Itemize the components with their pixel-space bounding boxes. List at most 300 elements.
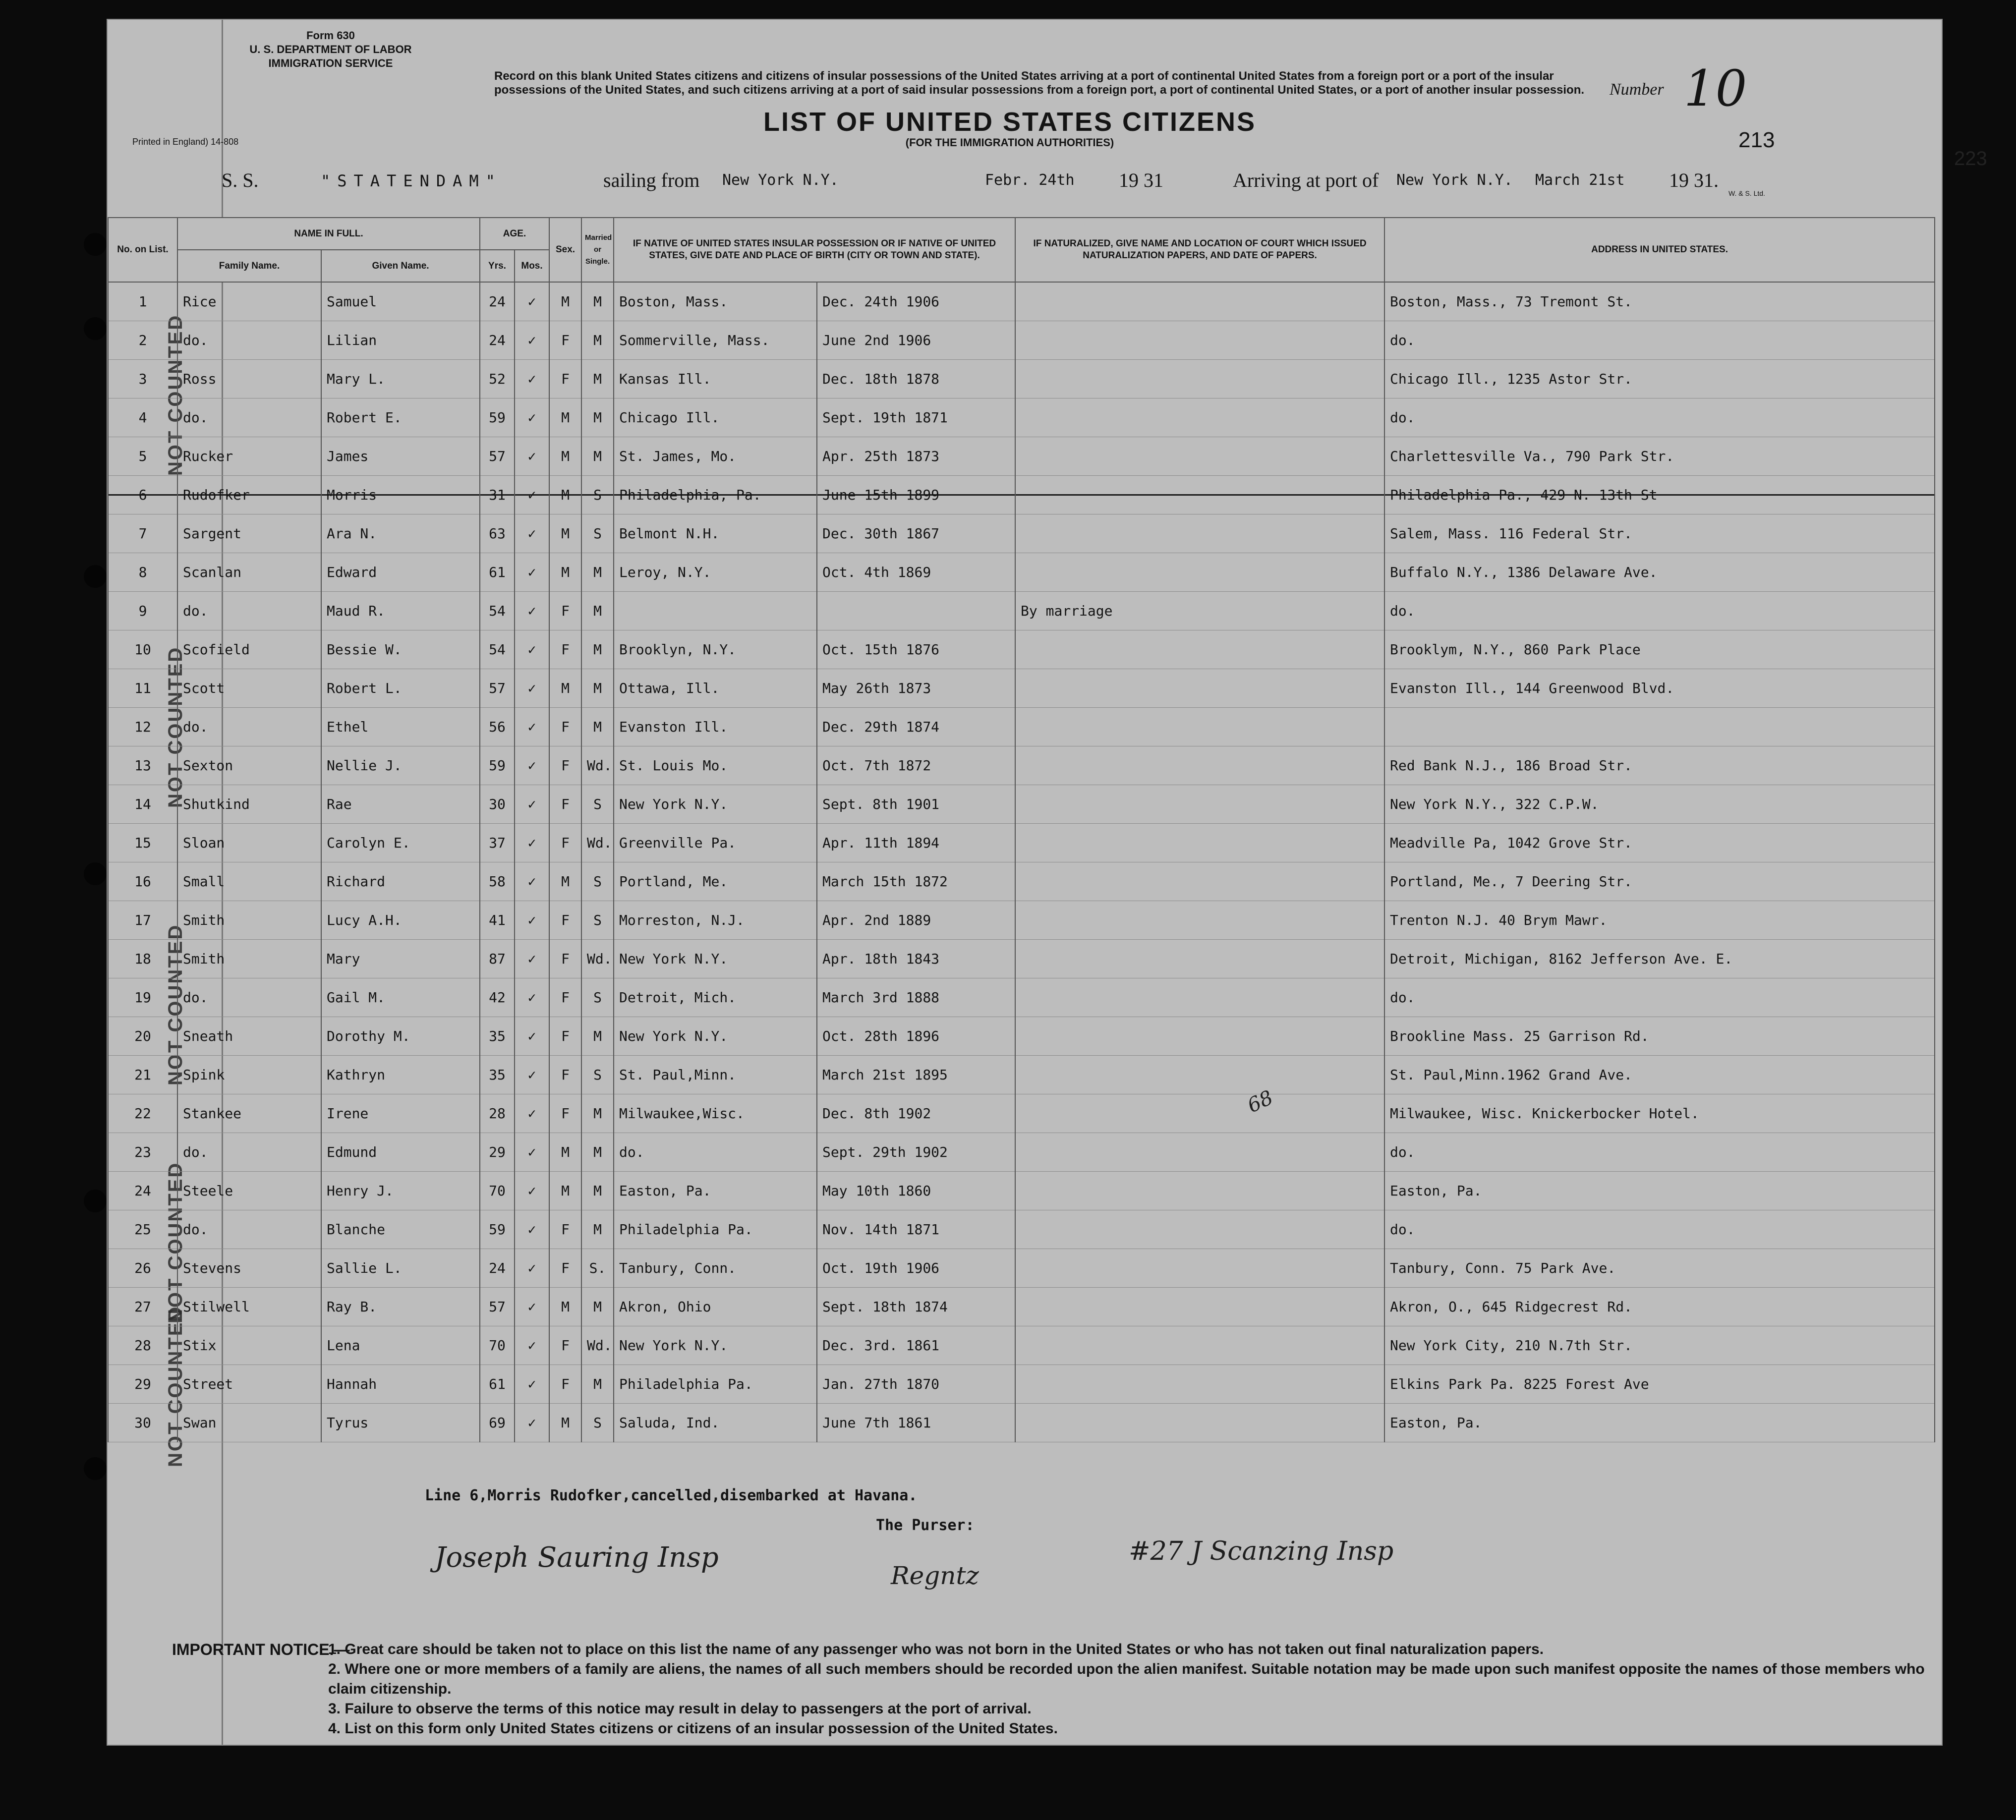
row-number: 29	[108, 1365, 177, 1404]
marital-status: Wd.	[581, 1326, 614, 1365]
age-years: 31	[480, 476, 515, 514]
given-name: Dorothy M.	[321, 1017, 480, 1056]
header-yrs: Yrs.	[480, 250, 515, 282]
given-name: Henry J.	[321, 1172, 480, 1210]
family-name: Sexton	[177, 746, 321, 785]
age-years: 41	[480, 901, 515, 940]
family-name: Scofield	[177, 630, 321, 669]
passenger-row	[108, 437, 1935, 476]
check-mark: ✓	[515, 1172, 549, 1210]
birth-date: Oct. 7th 1872	[817, 746, 1015, 785]
passenger-row	[108, 1249, 1935, 1288]
naturalization: By marriage	[1015, 592, 1384, 630]
given-name: Mary	[321, 940, 480, 978]
check-mark: ✓	[515, 437, 549, 476]
given-name: Nellie J.	[321, 746, 480, 785]
check-mark: ✓	[515, 940, 549, 978]
check-mark: ✓	[515, 514, 549, 553]
naturalization	[1015, 940, 1384, 978]
given-name: Edward	[321, 553, 480, 592]
naturalization	[1015, 1056, 1384, 1094]
passenger-row	[108, 282, 1935, 321]
age-years: 28	[480, 1094, 515, 1133]
address: Boston, Mass., 73 Tremont St.	[1384, 282, 1935, 321]
birth-date: Dec. 18th 1878	[817, 360, 1015, 398]
check-mark: ✓	[515, 1365, 549, 1404]
birth-place: Saluda, Ind.	[614, 1404, 817, 1442]
sex: M	[549, 553, 581, 592]
family-name: do.	[177, 978, 321, 1017]
naturalization	[1015, 1326, 1384, 1365]
family-name: Scott	[177, 669, 321, 708]
check-mark: ✓	[515, 862, 549, 901]
naturalization	[1015, 785, 1384, 824]
passenger-row	[108, 1326, 1935, 1365]
birth-date: March 15th 1872	[817, 862, 1015, 901]
family-name: Rucker	[177, 437, 321, 476]
address: Milwaukee, Wisc. Knickerbocker Hotel.	[1384, 1094, 1935, 1133]
header-sex: Sex.	[549, 218, 581, 282]
birth-date: Oct. 28th 1896	[817, 1017, 1015, 1056]
marital-status: Wd.	[581, 824, 614, 862]
marital-status: M	[581, 708, 614, 746]
birth-date: Sept. 8th 1901	[817, 785, 1015, 824]
given-name: Robert L.	[321, 669, 480, 708]
binder-hole	[84, 317, 107, 340]
family-name: Sargent	[177, 514, 321, 553]
header-no: No. on List.	[108, 218, 177, 282]
given-name: Gail M.	[321, 978, 480, 1017]
passenger-row	[108, 1133, 1935, 1172]
naturalization	[1015, 1249, 1384, 1288]
age-years: 24	[480, 321, 515, 360]
given-name: Edmund	[321, 1133, 480, 1172]
birth-date: Dec. 8th 1902	[817, 1094, 1015, 1133]
sex: F	[549, 978, 581, 1017]
sex: F	[549, 1249, 581, 1288]
marital-status: S	[581, 476, 614, 514]
row-number: 6	[108, 476, 177, 514]
marital-status: M	[581, 398, 614, 437]
check-mark: ✓	[515, 708, 549, 746]
check-mark: ✓	[515, 785, 549, 824]
naturalization	[1015, 514, 1384, 553]
arriving-label: Arriving at port of	[1233, 169, 1379, 191]
naturalization	[1015, 708, 1384, 746]
marital-status: M	[581, 669, 614, 708]
address: Akron, O., 645 Ridgecrest Rd.	[1384, 1288, 1935, 1326]
row-number: 17	[108, 901, 177, 940]
birth-place: Sommerville, Mass.	[614, 321, 817, 360]
marital-status: S	[581, 862, 614, 901]
naturalization	[1015, 476, 1384, 514]
printer-mark: W. & S. Ltd.	[1728, 189, 1765, 197]
age-years: 59	[480, 398, 515, 437]
ss-label: S. S.	[222, 169, 259, 191]
family-name: Stilwell	[177, 1288, 321, 1326]
given-name: Morris	[321, 476, 480, 514]
sex: F	[549, 1210, 581, 1249]
row-number: 13	[108, 746, 177, 785]
naturalization	[1015, 1288, 1384, 1326]
naturalization	[1015, 360, 1384, 398]
check-mark: ✓	[515, 476, 549, 514]
sex: F	[549, 592, 581, 630]
row-number: 26	[108, 1249, 177, 1288]
check-mark: ✓	[515, 360, 549, 398]
row-number: 1	[108, 282, 177, 321]
header-address: ADDRESS IN UNITED STATES.	[1384, 218, 1935, 282]
given-name: Richard	[321, 862, 480, 901]
passenger-row	[108, 824, 1935, 862]
given-name: Ray B.	[321, 1288, 480, 1326]
naturalization	[1015, 1365, 1384, 1404]
row-number: 30	[108, 1404, 177, 1442]
family-name: do.	[177, 321, 321, 360]
birth-date	[817, 592, 1015, 630]
marital-status: Wd.	[581, 746, 614, 785]
marital-status: M	[581, 321, 614, 360]
number-label: Number	[1610, 80, 1664, 99]
age-years: 52	[480, 360, 515, 398]
birth-place: Philadelphia, Pa.	[614, 476, 817, 514]
address: Easton, Pa.	[1384, 1404, 1935, 1442]
address: New York N.Y., 322 C.P.W.	[1384, 785, 1935, 824]
birth-place: Akron, Ohio	[614, 1288, 817, 1326]
address: Tanbury, Conn. 75 Park Ave.	[1384, 1249, 1935, 1288]
birth-date: Dec. 24th 1906	[817, 282, 1015, 321]
family-name: Spink	[177, 1056, 321, 1094]
naturalization	[1015, 437, 1384, 476]
passenger-row	[108, 669, 1935, 708]
manifest-sheet	[107, 19, 1987, 1746]
age-years: 57	[480, 669, 515, 708]
marital-status: Wd.	[581, 940, 614, 978]
check-mark: ✓	[515, 1249, 549, 1288]
marital-status: M	[581, 1288, 614, 1326]
address: do.	[1384, 398, 1935, 437]
birth-date: March 21st 1895	[817, 1056, 1015, 1094]
birth-date: Apr. 11th 1894	[817, 824, 1015, 862]
birth-place: Ottawa, Ill.	[614, 669, 817, 708]
sex: M	[549, 669, 581, 708]
birth-place: New York N.Y.	[614, 940, 817, 978]
sex: F	[549, 901, 581, 940]
passenger-row	[108, 785, 1935, 824]
sex: F	[549, 321, 581, 360]
check-mark: ✓	[515, 978, 549, 1017]
given-name: Rae	[321, 785, 480, 824]
given-name: Carolyn E.	[321, 824, 480, 862]
row-number: 11	[108, 669, 177, 708]
birth-date: Jan. 27th 1870	[817, 1365, 1015, 1404]
given-name: Blanche	[321, 1210, 480, 1249]
passenger-row	[108, 862, 1935, 901]
row-number: 5	[108, 437, 177, 476]
row-number: 19	[108, 978, 177, 1017]
family-name: Stankee	[177, 1094, 321, 1133]
address: Buffalo N.Y., 1386 Delaware Ave.	[1384, 553, 1935, 592]
age-years: 24	[480, 282, 515, 321]
sex: M	[549, 1404, 581, 1442]
passenger-row	[108, 940, 1935, 978]
birth-place: St. Paul,Minn.	[614, 1056, 817, 1094]
given-name: Hannah	[321, 1365, 480, 1404]
marital-status: S	[581, 901, 614, 940]
age-years: 57	[480, 437, 515, 476]
notice-item: 2. Where one or more members of a family are aliens, the names of all such members should be recorded upon the alien manifest. Suitable notation may be made upon such manifest opposite the names of those members who claim citizenship.	[328, 1661, 1925, 1697]
row-number: 20	[108, 1017, 177, 1056]
page-title: LIST OF UNITED STATES CITIZENS	[763, 107, 1256, 137]
binder-hole	[84, 1190, 107, 1212]
ship-name: "STATENDAM"	[321, 171, 502, 190]
check-mark: ✓	[515, 282, 549, 321]
sail-year: 19 31	[1119, 169, 1163, 191]
birth-place: Leroy, N.Y.	[614, 553, 817, 592]
sex: M	[549, 398, 581, 437]
passenger-row	[108, 978, 1935, 1017]
row-number: 22	[108, 1094, 177, 1133]
naturalization	[1015, 321, 1384, 360]
given-name: Kathryn	[321, 1056, 480, 1094]
given-name: Bessie W.	[321, 630, 480, 669]
check-mark: ✓	[515, 630, 549, 669]
header-naturalized: IF NATURALIZED, GIVE NAME AND LOCATION OF COURT WHICH ISSUED NATURALIZATION PAPERS, AND DATE OF PAPERS.	[1015, 218, 1384, 282]
naturalization	[1015, 1133, 1384, 1172]
marital-status: S.	[581, 1249, 614, 1288]
row-number: 9	[108, 592, 177, 630]
sex: M	[549, 282, 581, 321]
address: Portland, Me., 7 Deering Str.	[1384, 862, 1935, 901]
notice-item: 3. Failure to observe the terms of this notice may result in delay to passengers at the port of arrival.	[328, 1701, 1032, 1717]
birth-place: New York N.Y.	[614, 1017, 817, 1056]
birth-date: Dec. 29th 1874	[817, 708, 1015, 746]
purser-signature: Regntz	[891, 1561, 979, 1590]
naturalization	[1015, 398, 1384, 437]
address: Red Bank N.J., 186 Broad Str.	[1384, 746, 1935, 785]
naturalization	[1015, 746, 1384, 785]
passenger-row	[108, 1094, 1935, 1133]
birth-place: Evanston Ill.	[614, 708, 817, 746]
address: Brookline Mass. 25 Garrison Rd.	[1384, 1017, 1935, 1056]
header-age: AGE.	[480, 218, 549, 250]
binder-hole	[84, 565, 107, 588]
marital-status: M	[581, 1210, 614, 1249]
birth-place	[614, 592, 817, 630]
age-years: 70	[480, 1326, 515, 1365]
family-name: Stevens	[177, 1249, 321, 1288]
given-name: Mary L.	[321, 360, 480, 398]
birth-place: Portland, Me.	[614, 862, 817, 901]
birth-date: June 7th 1861	[817, 1404, 1015, 1442]
notice-heading: IMPORTANT NOTICE.—	[172, 1641, 350, 1658]
marital-status: S	[581, 1056, 614, 1094]
check-mark: ✓	[515, 1288, 549, 1326]
address: Brooklym, N.Y., 860 Park Place	[1384, 630, 1935, 669]
row-number: 4	[108, 398, 177, 437]
birth-place: St. Louis Mo.	[614, 746, 817, 785]
passenger-row	[108, 398, 1935, 437]
passenger-row	[108, 1172, 1935, 1210]
birth-place: Morreston, N.J.	[614, 901, 817, 940]
naturalization	[1015, 862, 1384, 901]
sex: F	[549, 746, 581, 785]
family-name: do.	[177, 708, 321, 746]
birth-place: do.	[614, 1133, 817, 1172]
binder-hole	[84, 1457, 107, 1480]
notice-item: 4. List on this form only United States citizens or citizens of an insular possession of the United States.	[328, 1720, 1058, 1737]
sex: F	[549, 1326, 581, 1365]
address: do.	[1384, 978, 1935, 1017]
not-counted-stamp: NOT COUNTED	[165, 923, 186, 1085]
age-years: 37	[480, 824, 515, 862]
check-mark: ✓	[515, 1017, 549, 1056]
given-name: Robert E.	[321, 398, 480, 437]
given-name: Sallie L.	[321, 1249, 480, 1288]
check-mark: ✓	[515, 1056, 549, 1094]
given-name: Ethel	[321, 708, 480, 746]
corner-number: 223	[1954, 148, 1987, 170]
given-name: Ara N.	[321, 514, 480, 553]
birth-date: Oct. 19th 1906	[817, 1249, 1015, 1288]
birth-date: March 3rd 1888	[817, 978, 1015, 1017]
check-mark: ✓	[515, 1210, 549, 1249]
sex: M	[549, 514, 581, 553]
birth-place: Boston, Mass.	[614, 282, 817, 321]
naturalization	[1015, 1404, 1384, 1442]
passenger-row	[108, 514, 1935, 553]
passenger-row	[108, 1017, 1935, 1056]
age-years: 61	[480, 553, 515, 592]
passenger-rows	[108, 282, 1935, 1442]
family-name: Scanlan	[177, 553, 321, 592]
second-signature: #27 J Scanzing Insp	[1129, 1536, 1394, 1566]
marital-status: S	[581, 785, 614, 824]
row-number: 18	[108, 940, 177, 978]
family-name: do.	[177, 1210, 321, 1249]
birth-date: June 2nd 1906	[817, 321, 1015, 360]
check-mark: ✓	[515, 553, 549, 592]
sex: M	[549, 862, 581, 901]
family-name: Street	[177, 1365, 321, 1404]
family-name: Ross	[177, 360, 321, 398]
binder-hole	[84, 233, 107, 256]
marital-status: S	[581, 978, 614, 1017]
given-name: Samuel	[321, 282, 480, 321]
age-years: 70	[480, 1172, 515, 1210]
age-years: 63	[480, 514, 515, 553]
family-name: Steele	[177, 1172, 321, 1210]
sex: F	[549, 785, 581, 824]
notice-item: 1. Great care should be taken not to place on this list the name of any passenger who was not born in the United States or who has not taken out final naturalization papers.	[328, 1641, 1544, 1657]
address: Trenton N.J. 40 Brym Mawr.	[1384, 901, 1935, 940]
sex: M	[549, 1133, 581, 1172]
naturalization	[1015, 669, 1384, 708]
row-number: 16	[108, 862, 177, 901]
cancel-note: Line 6,Morris Rudofker,cancelled,disembarked at Havana.	[425, 1487, 918, 1504]
sex: F	[549, 630, 581, 669]
address	[1384, 708, 1935, 746]
given-name: Lilian	[321, 321, 480, 360]
birth-place: Tanbury, Conn.	[614, 1249, 817, 1288]
row-number: 28	[108, 1326, 177, 1365]
check-mark: ✓	[515, 1094, 549, 1133]
sex: F	[549, 708, 581, 746]
row-number: 8	[108, 553, 177, 592]
birth-date: Apr. 18th 1843	[817, 940, 1015, 978]
given-name: Lena	[321, 1326, 480, 1365]
age-years: 35	[480, 1017, 515, 1056]
birth-date: Dec. 30th 1867	[817, 514, 1015, 553]
department-name: U. S. DEPARTMENT OF LABOR	[249, 43, 412, 56]
address: do.	[1384, 321, 1935, 360]
family-name: do.	[177, 1133, 321, 1172]
header-mos: Mos.	[515, 250, 549, 282]
naturalization	[1015, 1017, 1384, 1056]
given-name: James	[321, 437, 480, 476]
family-name: Smith	[177, 901, 321, 940]
marital-status: M	[581, 437, 614, 476]
sex: F	[549, 1365, 581, 1404]
sex: M	[549, 476, 581, 514]
check-mark: ✓	[515, 398, 549, 437]
passenger-row	[108, 630, 1935, 669]
birth-place: New York N.Y.	[614, 785, 817, 824]
birth-place: Milwaukee,Wisc.	[614, 1094, 817, 1133]
passenger-row	[108, 360, 1935, 398]
address: Salem, Mass. 116 Federal Str.	[1384, 514, 1935, 553]
naturalization	[1015, 1172, 1384, 1210]
birth-place: Greenville Pa.	[614, 824, 817, 862]
not-counted-stamp: NOT COUNTED	[165, 1305, 186, 1467]
row-number: 25	[108, 1210, 177, 1249]
family-name: Small	[177, 862, 321, 901]
birth-place: St. James, Mo.	[614, 437, 817, 476]
sail-date: Febr. 24th	[985, 171, 1075, 189]
sex: M	[549, 1172, 581, 1210]
passenger-row	[108, 746, 1935, 785]
address: Evanston Ill., 144 Greenwood Blvd.	[1384, 669, 1935, 708]
sex: F	[549, 1017, 581, 1056]
address: New York City, 210 N.7th Str.	[1384, 1326, 1935, 1365]
family-name: Swan	[177, 1404, 321, 1442]
birth-place: Belmont N.H.	[614, 514, 817, 553]
check-mark: ✓	[515, 669, 549, 708]
birth-place: Brooklyn, N.Y.	[614, 630, 817, 669]
family-name: Smith	[177, 940, 321, 978]
not-counted-stamp: NOT COUNTED	[165, 1161, 186, 1323]
sex: M	[549, 437, 581, 476]
birth-date: Nov. 14th 1871	[817, 1210, 1015, 1249]
not-counted-stamp: NOT COUNTED	[165, 314, 186, 476]
purser-label: The Purser:	[876, 1517, 975, 1534]
passenger-row	[108, 1365, 1935, 1404]
marital-status: M	[581, 1172, 614, 1210]
service-name: IMMIGRATION SERVICE	[268, 57, 393, 69]
header-given: Given Name.	[321, 250, 480, 282]
passenger-row	[108, 553, 1935, 592]
form-instructions: Record on this blank United States citizens and citizens of insular possessions of the United States arriving at a port of continental United States from a foreign port or a port of the insular possessions of the United States, and such citizens arriving at a port of said insular possessions from a foreign port, a port of continental United States, or a port of another insular possession.	[494, 69, 1585, 97]
arrive-year: 19 31.	[1669, 169, 1719, 191]
marital-status: M	[581, 282, 614, 321]
check-mark: ✓	[515, 592, 549, 630]
birth-date: Dec. 3rd. 1861	[817, 1326, 1015, 1365]
passenger-table	[108, 217, 1935, 1442]
birth-date: Sept. 19th 1871	[817, 398, 1015, 437]
age-years: 30	[480, 785, 515, 824]
birth-date: May 26th 1873	[817, 669, 1015, 708]
age-years: 59	[480, 1210, 515, 1249]
